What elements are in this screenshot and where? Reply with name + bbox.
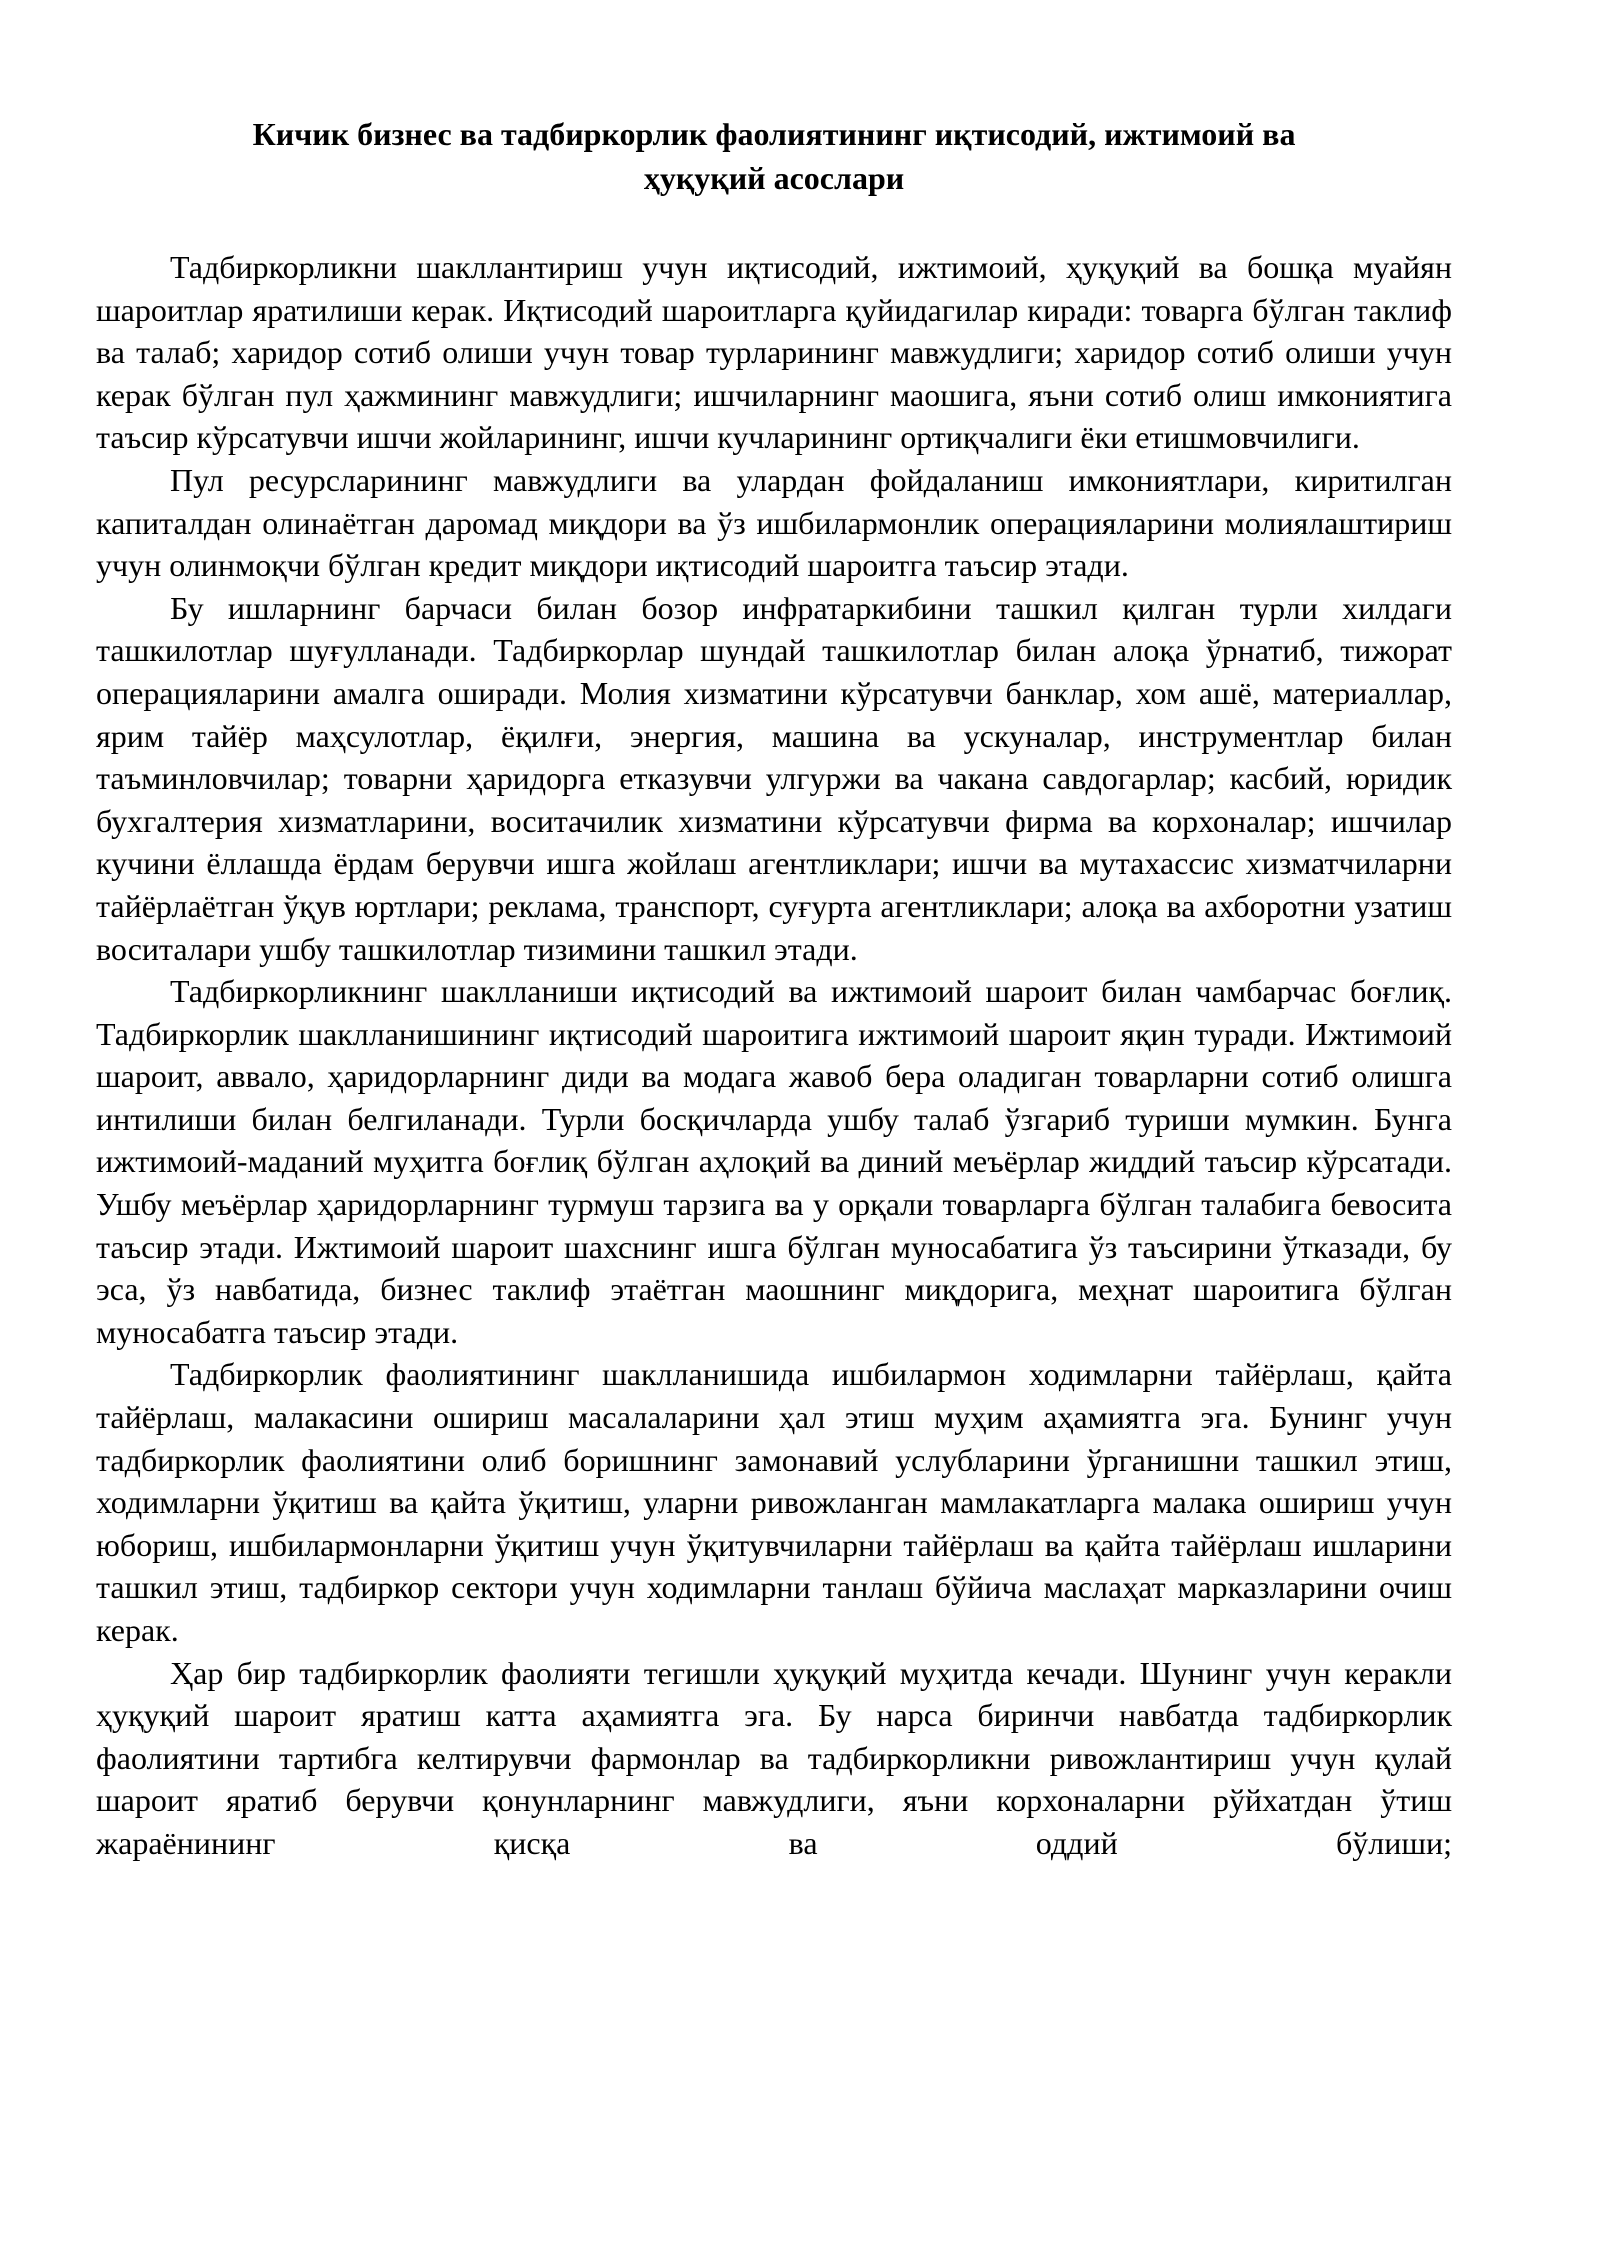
body-paragraph: Бу ишларнинг барчаси билан бозор инфратаркибини ташкил қилган турли хилдаги ташкилотлар шуғулланади. Тадбиркорлар шундай ташкилотлар билан алоқа ўрнатиб, тижорат операцияларини амалга оширади. Молия хизматини кўрсатувчи банклар, хом ашё, материаллар, ярим тайёр маҳсулотлар, ёқилғи, энергия, машина ва ускуналар, инструментлар билан таъминловчилар; товарни ҳаридорга етказувчи улгуржи ва чакана савдогарлар; касбий, юридик бухгалтерия хизматларини, воситачилик хизматини кўрсатувчи фирма ва корхоналар; ишчилар кучини ёллашда ёрдам берувчи ишга жойлаш агентликлари; ишчи ва мутахассис хизматчиларни тайёрлаётган ўқув юртлари; реклама, транспорт, суғурта агентликлари; алоқа ва ахборотни узатиш воситалари ушбу ташкилотлар тизимини ташкил этади.: [96, 589, 1452, 967]
body-paragraph: Ҳар бир тадбиркорлик фаолияти тегишли ҳуқуқий муҳитда кечади. Шунинг учун керакли ҳуқуқий шароит яратиш катта аҳамиятга эга. Бу нарса биринчи навбатда тадбиркорлик фаолиятини тартибга келтирувчи фармонлар ва тадбиркорликни ривожлантириш учун қулай шароит яратиб берувчи қонунларнинг мавжудлиги, яъни корхоналарни рўйхатдан ўтиш жараёнининг қисқа ва оддий бўлиши;: [96, 1654, 1452, 1861]
document-title-line-1: Кичик бизнес ва тадбиркорлик фаолиятининг иқтисодий, ижтимоий ва: [252, 116, 1296, 152]
body-paragraph: Тадбиркорликни шакллантириш учун иқтисодий, ижтимоий, ҳуқуқий ва бошқа муайян шароитлар яратилиши керак. Иқтисодий шароитларга қуйидагилар киради: товарга бўлган таклиф ва талаб; харидор сотиб олиши учун товар турларининг мавжудлиги; харидор сотиб олиши учун керак бўлган пул ҳажмининг мавжудлиги; ишчиларнинг маошига, яъни сотиб олиш имкониятига таъсир кўрсатувчи ишчи жойларининг, ишчи кучларининг ортиқчалиги ёки етишмовчилиги.: [96, 249, 1452, 456]
body-paragraph: Тадбиркорликнинг шаклланиши иқтисодий ва ижтимоий шароит билан чамбарчас боғлиқ. Тадбиркорлик шаклланишининг иқтисодий шароитига ижтимоий шароит яқин туради. Ижтимоий шароит, аввало, ҳаридорларнинг диди ва модага жавоб бера оладиган товарларни сотиб олишга интилиши билан белгиланади. Турли босқичларда ушбу талаб ўзгариб туриши мумкин. Бунга ижтимоий-маданий муҳитга боғлиқ бўлган аҳлоқий ва диний меъёрлар жиддий таъсир кўрсатади. Ушбу меъёрлар ҳаридорларнинг турмуш тарзига ва у орқали товарларга бўлган талабига бевосита таъсир этади. Ижтимоий шароит шахснинг ишга бўлган муносабатига ўз таъсирини ўтказади, бу эса, ўз навбатида, бизнес таклиф этаётган маошнинг миқдорига, меҳнат шароитига бўлган муносабатга таъсир этади.: [96, 973, 1452, 1350]
body-paragraph: Пул ресурсларининг мавжудлиги ва улардан фойдаланиш имкониятлари, киритилган капиталдан олинаётган даромад миқдори ва ўз ишбилармонлик операцияларини молиялаштириш учун олинмоқчи бўлган кредит миқдори иқтисодий шароитга таъсир этади.: [96, 461, 1452, 584]
document-title-line-2: ҳуқуқий асослари: [643, 160, 905, 196]
body-paragraph: Тадбиркорлик фаолиятининг шаклланишида ишбилармон ходимларни тайёрлаш, қайта тайёрлаш, малакасини ошириш масалаларини ҳал этиш муҳим аҳамиятга эга. Бунинг учун тадбиркорлик фаолиятини олиб боришнинг замонавий услубларини ўрганишни ташкил этиш, ходимларни ўқитиш ва қайта ўқитиш, уларни ривожланган мамлакатларга малака ошириш учун юбориш, ишбилармонларни ўқитиш учун ўқитувчиларни тайёрлаш ва қайта тайёрлаш ишларини ташкил этиш, тадбиркор сектори учун ходимларни танлаш бўйича маслаҳат марказларини очиш керак.: [96, 1356, 1452, 1648]
document-body: [96, 246, 1452, 1865]
document-title: [150, 112, 1398, 200]
